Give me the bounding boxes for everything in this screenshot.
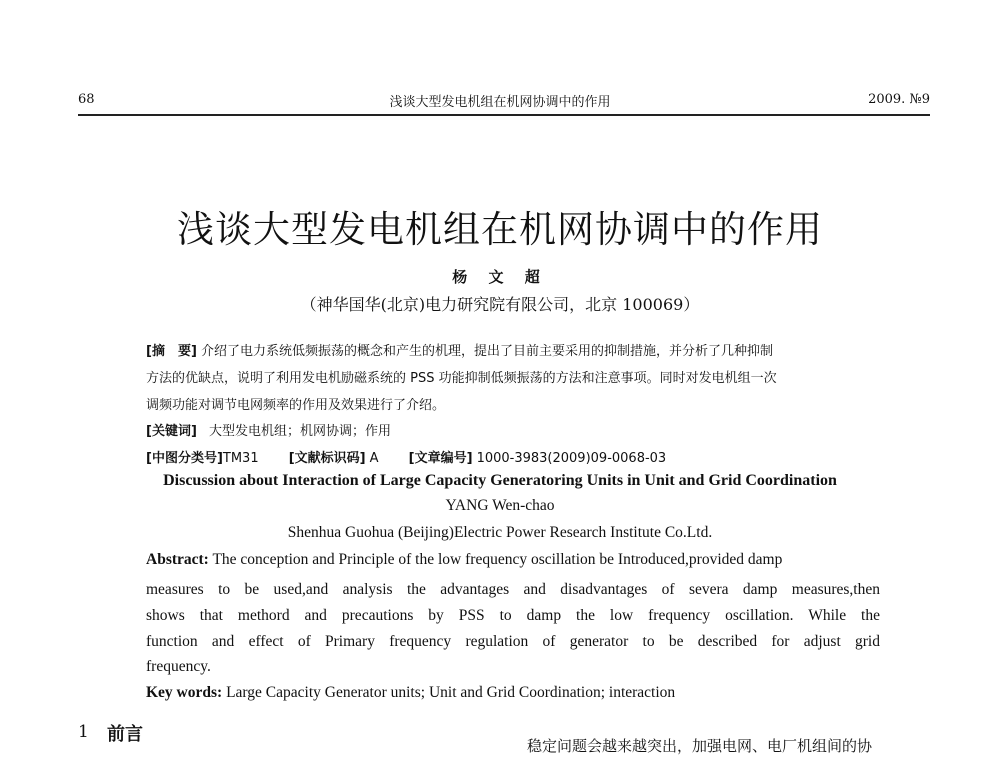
doc-code-value: A bbox=[369, 451, 379, 466]
author-en: YANG Wen-chao bbox=[445, 497, 555, 514]
article-title-cn: 浅谈大型发电机组在机网协调中的作用 bbox=[177, 208, 823, 251]
clc-label: [中图分类号] bbox=[146, 451, 223, 466]
abstract-cn-line-2: 方法的优缺点，说明了利用发电机励磁系统的 PSS 功能抑制低频振荡的方法和注意事项。同时对发电机组一次 bbox=[146, 371, 777, 386]
abstract-en-line-1 bbox=[146, 551, 880, 569]
abstract-en-line-4: function and effect of Primary frequency regulation of generator to be described for adjust grid bbox=[146, 633, 880, 650]
abstract-cn-line-3: 调频功能对调节电网频率的作用及效果进行了介绍。 bbox=[146, 398, 446, 413]
section-title: 前言 bbox=[107, 724, 143, 745]
keywords-cn-text: 大型发电机组；机网协调；作用 bbox=[209, 424, 392, 439]
keywords-cn-label: [关键词] bbox=[146, 424, 197, 439]
affiliation-en: Shenhua Guohua (Beijing)Electric Power Research Institute Co.Ltd. bbox=[287, 524, 713, 541]
issue-number: 2009. №9 bbox=[868, 92, 930, 107]
abstract-cn-text-1: 介绍了电力系统低频振荡的概念和产生的机理，提出了目前主要采用的抑制措施，并分析了几种抑制 bbox=[201, 344, 774, 359]
abstract-en-text-1: The conception and Principle of the low frequency oscillation be Introduced,provided damp bbox=[212, 551, 783, 568]
abstract-en-line-2: measures to be used,and analysis the advantages and disadvantages of severa damp measures,then bbox=[146, 581, 880, 598]
body-text-fragment: 稳定问题会越来越突出，加强电网、电厂机组间的协 bbox=[527, 737, 873, 755]
article-number-label: [文章编号] bbox=[408, 451, 473, 466]
keywords-cn bbox=[146, 420, 391, 439]
abstract-en-line-3: shows that methord and precautions by PSS to damp the low frequency oscillation. While the bbox=[146, 607, 880, 624]
page-number: 68 bbox=[78, 92, 95, 107]
clc-value: TM31 bbox=[222, 451, 259, 466]
abstract-en-label: Abstract: bbox=[146, 551, 209, 568]
keywords-en bbox=[146, 684, 675, 702]
affiliation-cn: （神华国华(北京)电力研究院有限公司，北京 100069） bbox=[300, 295, 700, 314]
article-number-value: 1000-3983(2009)09-0068-03 bbox=[476, 451, 667, 466]
classification-line bbox=[146, 447, 666, 466]
abstract-en-line-5: frequency. bbox=[146, 658, 211, 675]
header-rule bbox=[78, 114, 930, 116]
running-title: 浅谈大型发电机组在机网协调中的作用 bbox=[389, 95, 611, 110]
section-number: 1 bbox=[78, 722, 89, 742]
keywords-en-label: Key words: bbox=[146, 684, 223, 701]
abstract-cn-label: [摘 要] bbox=[146, 344, 197, 359]
article-title-en: Discussion about Interaction of Large Capacity Generatoring Units in Unit and Grid Coordination bbox=[163, 472, 837, 489]
keywords-en-text: Large Capacity Generator units; Unit and Grid Coordination; interaction bbox=[226, 684, 676, 701]
abstract-cn-line-1 bbox=[146, 340, 773, 359]
author-cn: 杨 文 超 bbox=[452, 268, 548, 286]
doc-code-label: [文献标识码] bbox=[288, 451, 366, 466]
